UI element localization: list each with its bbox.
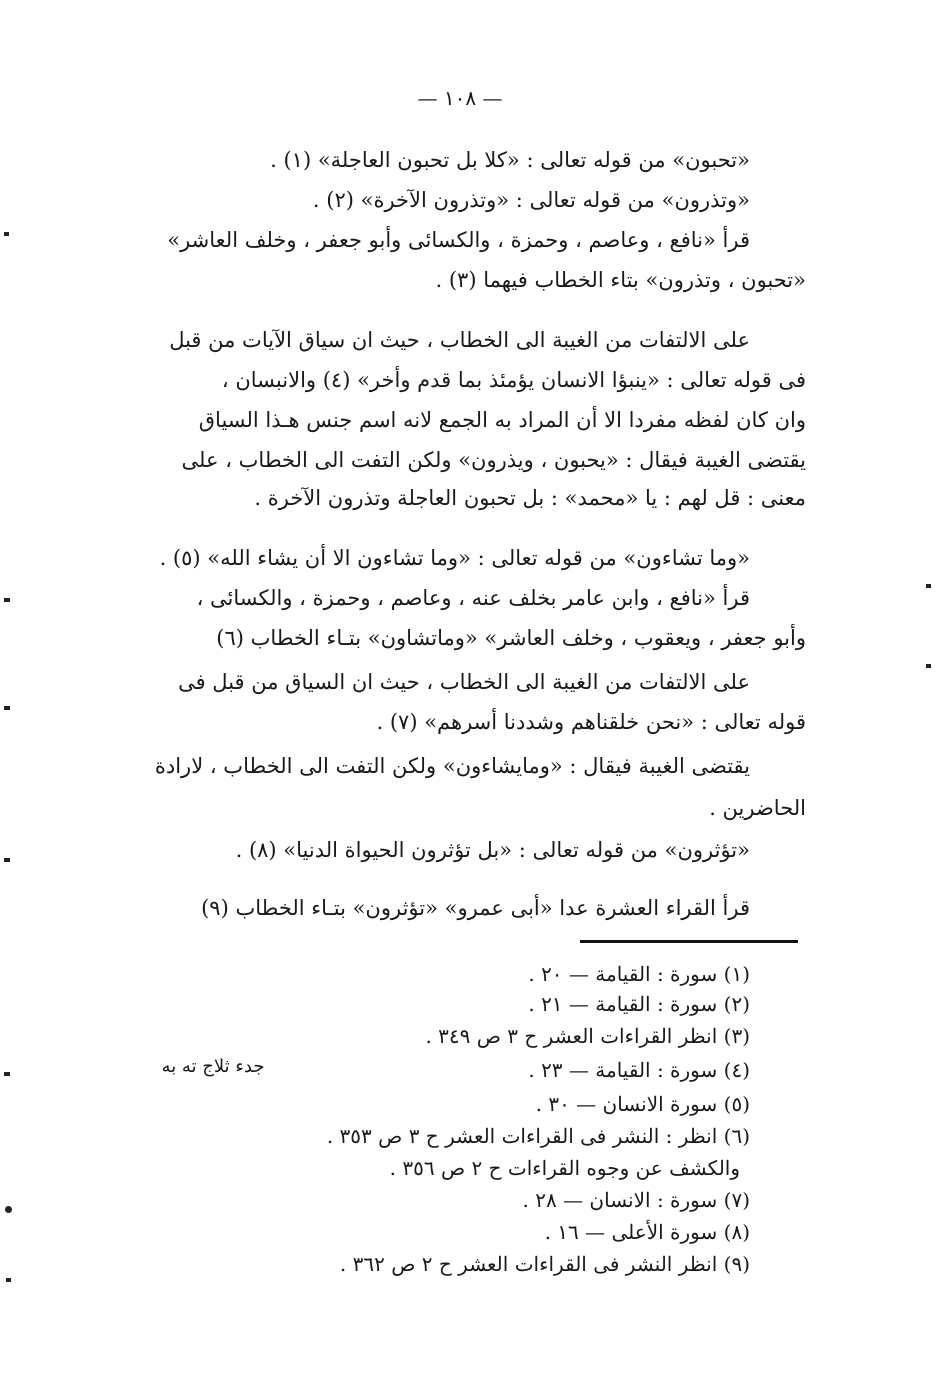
page-header: — ١٠٨ —	[417, 86, 503, 110]
body-line: يقتضى الغيبة فيقال : «ومايشاءون» ولكن التفت الى الخطاب ، لارادة	[154, 754, 750, 778]
footnote-rule	[580, 940, 798, 943]
body-line: «تحبون» من قوله تعالى : «كلا بل تحبون العاجلة» (١) .	[270, 148, 750, 172]
footnote: (١) سورة : القيامة — ٢٠ .	[528, 962, 750, 986]
body-line: فى قوله تعالى : «ينبؤا الانسان يؤمئذ بما قدم وأخر» (٤) والانبسان ،	[221, 368, 806, 392]
footnote: (٣) انظر القراءات العشر ح ٣ ص ٣٤٩ .	[425, 1024, 750, 1048]
page-number: ١٠٨	[443, 86, 477, 110]
body-line: «تحبون ، وتذرون» بتاء الخطاب فيهما (٣) .	[435, 268, 806, 292]
scan-speck	[6, 1278, 11, 1282]
body-line: «تؤثرون» من قوله تعالى : «بل تؤثرون الحيواة الدنيا» (٨) .	[235, 838, 750, 862]
footnote: والكشف عن وجوه القراءات ح ٢ ص ٣٥٦ .	[389, 1156, 740, 1180]
scan-speck	[4, 232, 9, 236]
body-line: قرأ «نافع ، وابن عامر بخلف عنه ، وعاصم ، وحمزة ، والكسائى ،	[196, 586, 750, 610]
scan-speck	[4, 1072, 10, 1076]
footnote: (٨) سورة الأعلى — ١٦ .	[544, 1220, 750, 1244]
body-line: وأبو جعفر ، ويعقوب ، وخلف العاشر» «وماتشاون» بتـاء الخطاب (٦)	[216, 626, 806, 650]
body-line: وان كان لفظه مفردا الا أن المراد به الجمع لانه اسم جنس هـذا السياق	[198, 408, 806, 432]
footnote: (٧) سورة : الانسان — ٢٨ .	[522, 1188, 750, 1212]
footnote: (٤) سورة : القيامة — ٢٣ .	[528, 1058, 750, 1082]
footnote: (٩) انظر النشر فى القراءات العشر ح ٢ ص ٣٦٢ .	[339, 1252, 750, 1276]
scan-speck	[926, 664, 931, 668]
body-line: على الالتفات من الغيبة الى الخطاب ، حيث ان سياق الآيات من قبل	[169, 328, 750, 352]
body-line: على الالتفات من الغيبة الى الخطاب ، حيث ان السياق من قبل فى	[178, 670, 750, 694]
body-line: «وما تشاءون» من قوله تعالى : «وما تشاءون الا أن يشاء الله» (٥) .	[159, 546, 750, 570]
body-line: معنى : قل لهم : يا «محمد» : بل تحبون العاجلة وتذرون الآخرة .	[254, 486, 806, 510]
margin-note: جدء ثلاج ته به	[161, 1056, 265, 1077]
scan-speck	[926, 584, 931, 588]
footnote: (٥) سورة الانسان — ٣٠ .	[535, 1092, 750, 1116]
footnote: (٦) انظر : النشر فى القراءات العشر ح ٣ ص ٣٥٣ .	[326, 1124, 750, 1148]
footnote: (٢) سورة : القيامة — ٢١ .	[528, 992, 750, 1016]
scan-speck	[4, 858, 10, 862]
body-line: قوله تعالى : «نحن خلقناهم وشددنا أسرهم» (٧) .	[376, 710, 806, 734]
scan-speck	[4, 598, 10, 602]
body-line: الحاضرين .	[709, 796, 806, 820]
body-line: قرأ القراء العشرة عدا «أبى عمرو» «تؤثرون» بتـاء الخطاب (٩)	[201, 896, 750, 920]
scan-speck	[4, 706, 10, 710]
body-line: يقتضى الغيبة فيقال : «يحبون ، ويذرون» ولكن التفت الى الخطاب ، على	[181, 448, 806, 472]
body-line: «وتذرون» من قوله تعالى : «وتذرون الآخرة» (٢) .	[312, 188, 750, 212]
body-line: قرأ «نافع ، وعاصم ، وحمزة ، والكسائى وأبو جعفر ، وخلف العاشر»	[167, 228, 750, 252]
scan-speck	[5, 1206, 12, 1213]
